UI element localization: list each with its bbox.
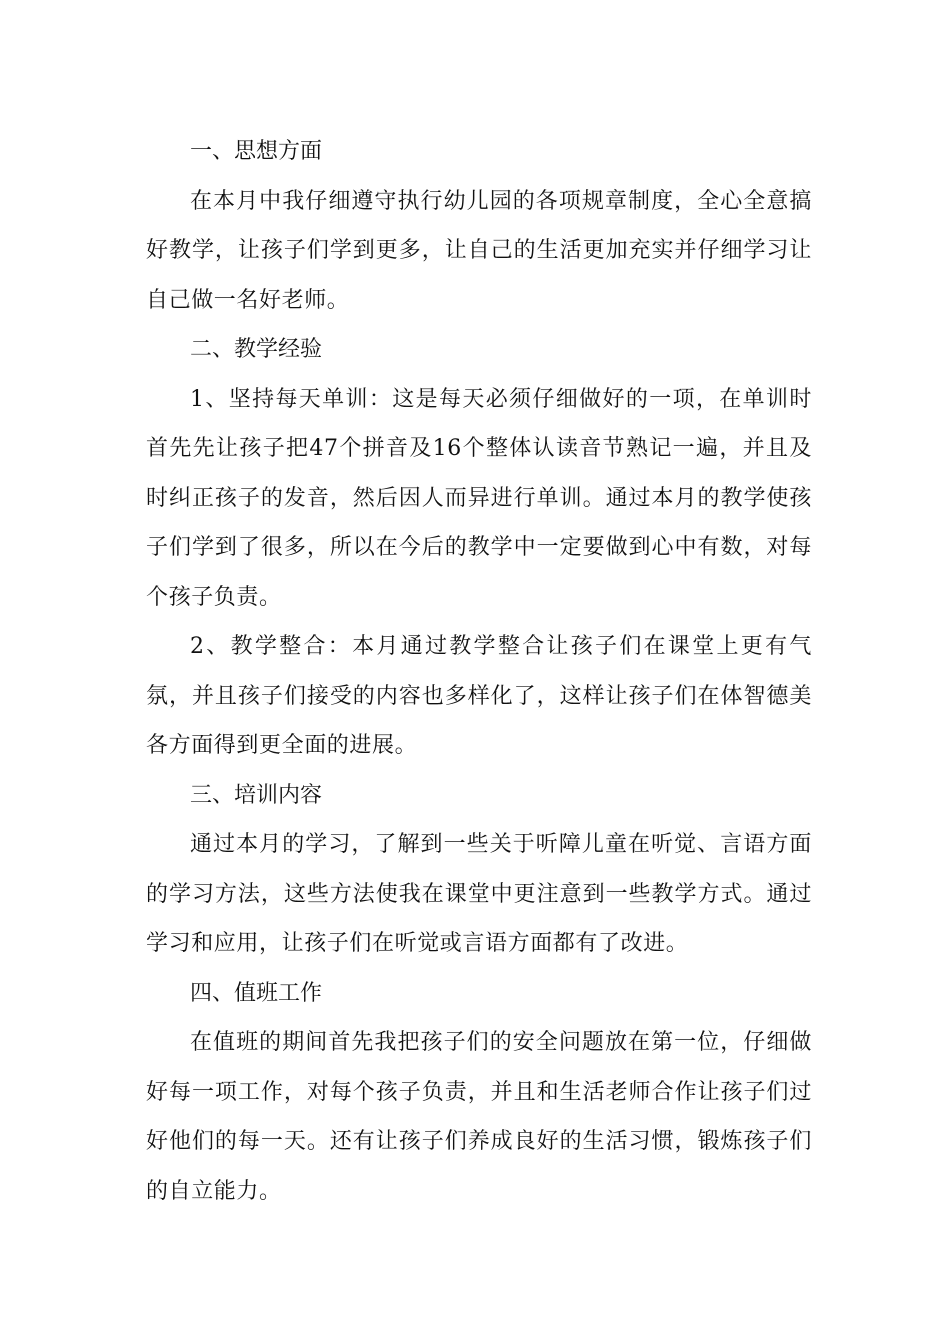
paragraph: 在本月中我仔细遵守执行幼儿园的各项规章制度，全心全意搞好教学，让孩子们学到更多，让自己的生活更加充实并仔细学习让自己做一名好老师。 [146,188,812,313]
section-teaching-experience [146,325,812,771]
paragraph: 通过本月的学习，了解到一些关于听障儿童在听觉、言语方面的学习方法，这些方法使我在课堂中更注意到一些教学方式。通过学习和应用，让孩子们在听觉或言语方面都有了改进。 [146,832,812,956]
section-thought [146,127,812,325]
paragraph: 2、教学整合：本月通过教学整合让孩子们在课堂上更有气氛，并且孩子们接受的内容也多样化了，这样让孩子们在体智德美各方面得到更全面的进展。 [146,634,812,758]
section-heading: 一、思想方面 [190,139,323,164]
section-duty-work [146,969,812,1217]
section-heading: 二、教学经验 [190,337,323,362]
paragraph: 1、坚持每天单训：这是每天必须仔细做好的一项，在单训时首先先让孩子把47个拼音及16个整体认读音节熟记一遍，并且及时纠正孩子的发音，然后因人而异进行单训。通过本月的教学使孩子们学到了很多，所以在今后的教学中一定要做到心中有数，对每个孩子负责。 [146,386,812,610]
section-training [146,771,812,969]
section-heading: 四、值班工作 [190,980,323,1006]
document-body [146,127,812,1216]
paragraph: 在值班的期间首先我把孩子们的安全问题放在第一位，仔细做好每一项工作，对每个孩子负责，并且和生活老师合作让孩子们过好他们的每一天。还有让孩子们养成良好的生活习惯，锻炼孩子们的自立能力。 [146,1030,812,1204]
section-heading: 三、培训内容 [190,782,323,808]
